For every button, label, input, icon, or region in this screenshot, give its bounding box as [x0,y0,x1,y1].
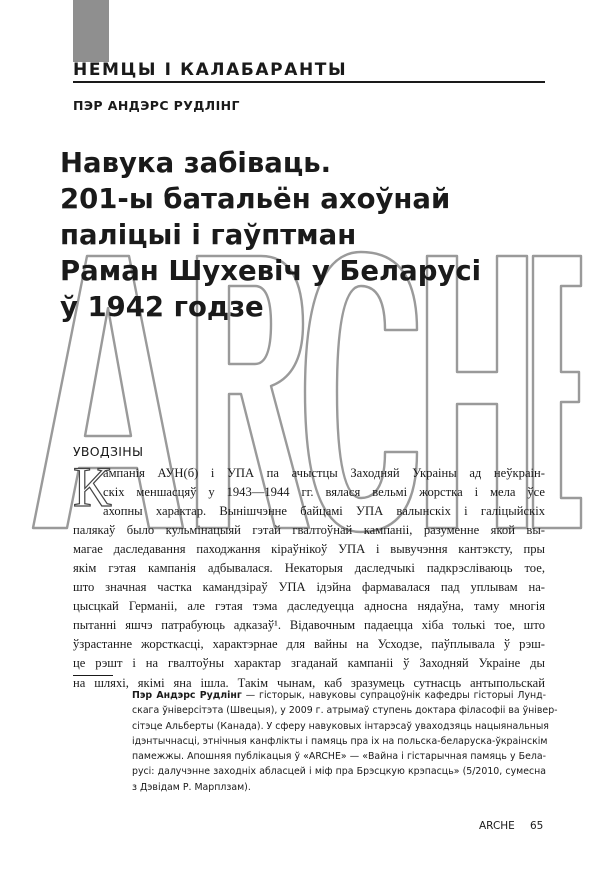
body-line: ахопны характар. Вынішчэнне байцамі УПА валынскіх і галіцыйскіх [103,504,545,519]
body-line: цысцкай Германіі, але гэтая тэма даследуецца адносна нядаўна, таму многія [73,599,545,614]
bio-line: з Дэвідам Р. Марплзам). [132,781,251,793]
title-line: Навука забіваць. [60,147,332,179]
title-line: паліцыі і гаўптман [60,219,357,251]
bio-line: русі: далучэнне заходніх абласцей і міф пра Брэсцкую крэпасць» (5/2010, сумесна [132,766,546,778]
author-name: ПЭР АНДЭРС РУДЛІНГ [73,98,240,113]
body-line: скіх меншасцяў у 1943—1944 гг. вялася вельмі жорстка і мела ўсе [103,485,545,500]
body-line: пытанні яшчэ патрабуюць адказаў¹. Відавочным падаецца хіба толькі тое, што [73,618,545,633]
body-line: якім гэтая кампанія адбывалася. Некаторыя даследчыкі падкрэсліваюць тое, [73,561,545,576]
intro-paragraph [73,464,545,693]
author-bio [132,688,558,795]
body-line: це рэшт і на гвалтоўны характар згаданай кампаніі ў Заходняй Украіне ды [73,656,545,671]
title-line: Раман Шухевіч у Беларусі [60,255,482,287]
bio-line: скага ўніверсітэта (Швецыя), у 2009 г. атрымаў ступень доктара філасофіі ва ўнівер- [132,705,558,717]
body-line: ампанія АУН(б) і УПА па ачыстцы Заходняй Украіны ад неўкраін- [103,466,545,480]
drop-cap: К [73,456,112,519]
bio-line: памежжы. Апошняя публікацыя ў «ARCHE» — «Вайна і гістарычная памяць у Белa- [132,751,546,763]
bio-author-name: Пэр Андэрс Рудлінг [132,690,242,701]
section-color-block [73,0,109,62]
section-header: НЕМЦЫ І КАЛАБАРАНТЫ [73,60,348,80]
body-line: на шляхі, якімі яна ішла. Такім чынам, каб зразумець сутнасць антыпольскай [73,675,545,690]
journal-name: ARCHE [479,820,515,832]
body-line: ўзрастанне жорсткасці, характэрнае для вайны на Усходзе, паўплывала ў рэш- [73,637,545,652]
title-line: 201-ы батальён ахоўнай [60,183,451,215]
bio-text: — гісторык, навуковы супрацоўнік кафедры гісторыі Лунд- [241,690,546,701]
body-line: палякаў было кульмінацыяй гэтай гвалтоўнай кампаніі, разуменне якой вы- [73,523,545,538]
article-title [60,145,560,325]
body-line: магае даследавання паходжання кіраўнікоў УПА і вывучэння кантэксту, пры [73,542,545,557]
bio-line: сітэце Альберты (Канада). У сферу навуковых інтарэсаў уваходзяць нацыянальныя [132,720,549,732]
header-rule [73,81,545,83]
bio-line: ідэнтычнасці, этнічныя канфлікты і памяць пра іх на польска-беларуска-ўкраінскім [132,735,548,747]
page-number: 65 [530,820,544,832]
intro-heading: УВОДЗІНЫ [73,444,144,459]
body-line: што значная частка камандзіраў УПА ідэйна фармавалася пад уплывам на- [73,580,545,595]
title-line: ў 1942 годзе [60,291,264,323]
